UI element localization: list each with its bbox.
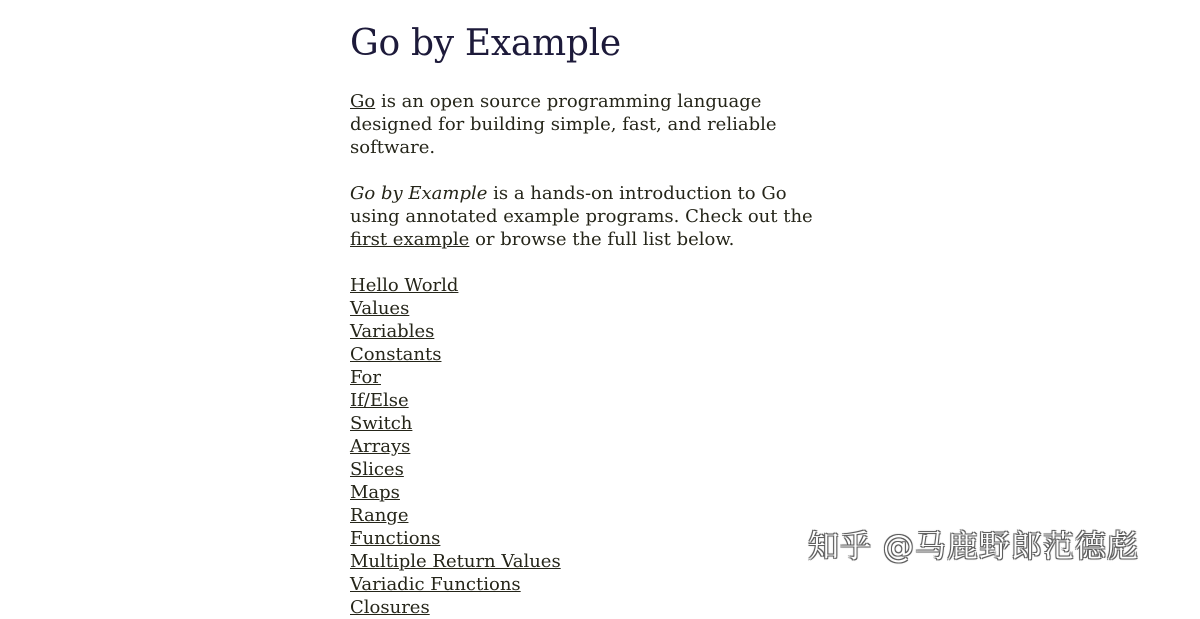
list-item — [350, 596, 830, 619]
example-link-closures[interactable]: Closures — [350, 597, 430, 618]
list-item — [350, 320, 830, 343]
intro-paragraph — [350, 90, 830, 159]
list-item — [350, 412, 830, 435]
list-item — [350, 550, 830, 573]
intro-text: is an open source programming language designed for building simple, fast, and reliable software. — [350, 91, 777, 158]
example-link-if-else[interactable]: If/Else — [350, 390, 409, 411]
list-item — [350, 481, 830, 504]
site-name-emphasis: Go by Example — [350, 183, 488, 204]
example-link-constants[interactable]: Constants — [350, 344, 442, 365]
example-link-switch[interactable]: Switch — [350, 413, 413, 434]
example-link-slices[interactable]: Slices — [350, 459, 404, 480]
list-item — [350, 458, 830, 481]
list-item — [350, 573, 830, 596]
list-item — [350, 343, 830, 366]
list-item — [350, 527, 830, 550]
example-link-values[interactable]: Values — [350, 298, 410, 319]
list-item — [350, 504, 830, 527]
example-link-arrays[interactable]: Arrays — [350, 436, 411, 457]
first-example-link[interactable]: first example — [350, 229, 470, 250]
example-link-multiple-return-values[interactable]: Multiple Return Values — [350, 551, 561, 572]
go-link[interactable]: Go — [350, 91, 376, 112]
main-content — [350, 22, 830, 619]
example-link-range[interactable]: Range — [350, 505, 409, 526]
watermark: 知乎 @马鹿野郎范德彪 — [808, 529, 1139, 565]
description-paragraph — [350, 182, 830, 251]
description-text-end: or browse the full list below. — [469, 229, 735, 250]
example-list — [350, 274, 830, 619]
list-item — [350, 274, 830, 297]
example-link-for[interactable]: For — [350, 367, 381, 388]
example-link-functions[interactable]: Functions — [350, 528, 441, 549]
list-item — [350, 389, 830, 412]
example-link-variadic-functions[interactable]: Variadic Functions — [350, 574, 521, 595]
example-link-variables[interactable]: Variables — [350, 321, 435, 342]
description-text: is a hands-on introduction to Go using annotated example programs. Check out the — [350, 183, 813, 227]
example-link-hello-world[interactable]: Hello World — [350, 275, 459, 296]
list-item — [350, 366, 830, 389]
example-link-maps[interactable]: Maps — [350, 482, 400, 503]
list-item — [350, 435, 830, 458]
page-title: Go by Example — [350, 23, 621, 64]
list-item — [350, 297, 830, 320]
